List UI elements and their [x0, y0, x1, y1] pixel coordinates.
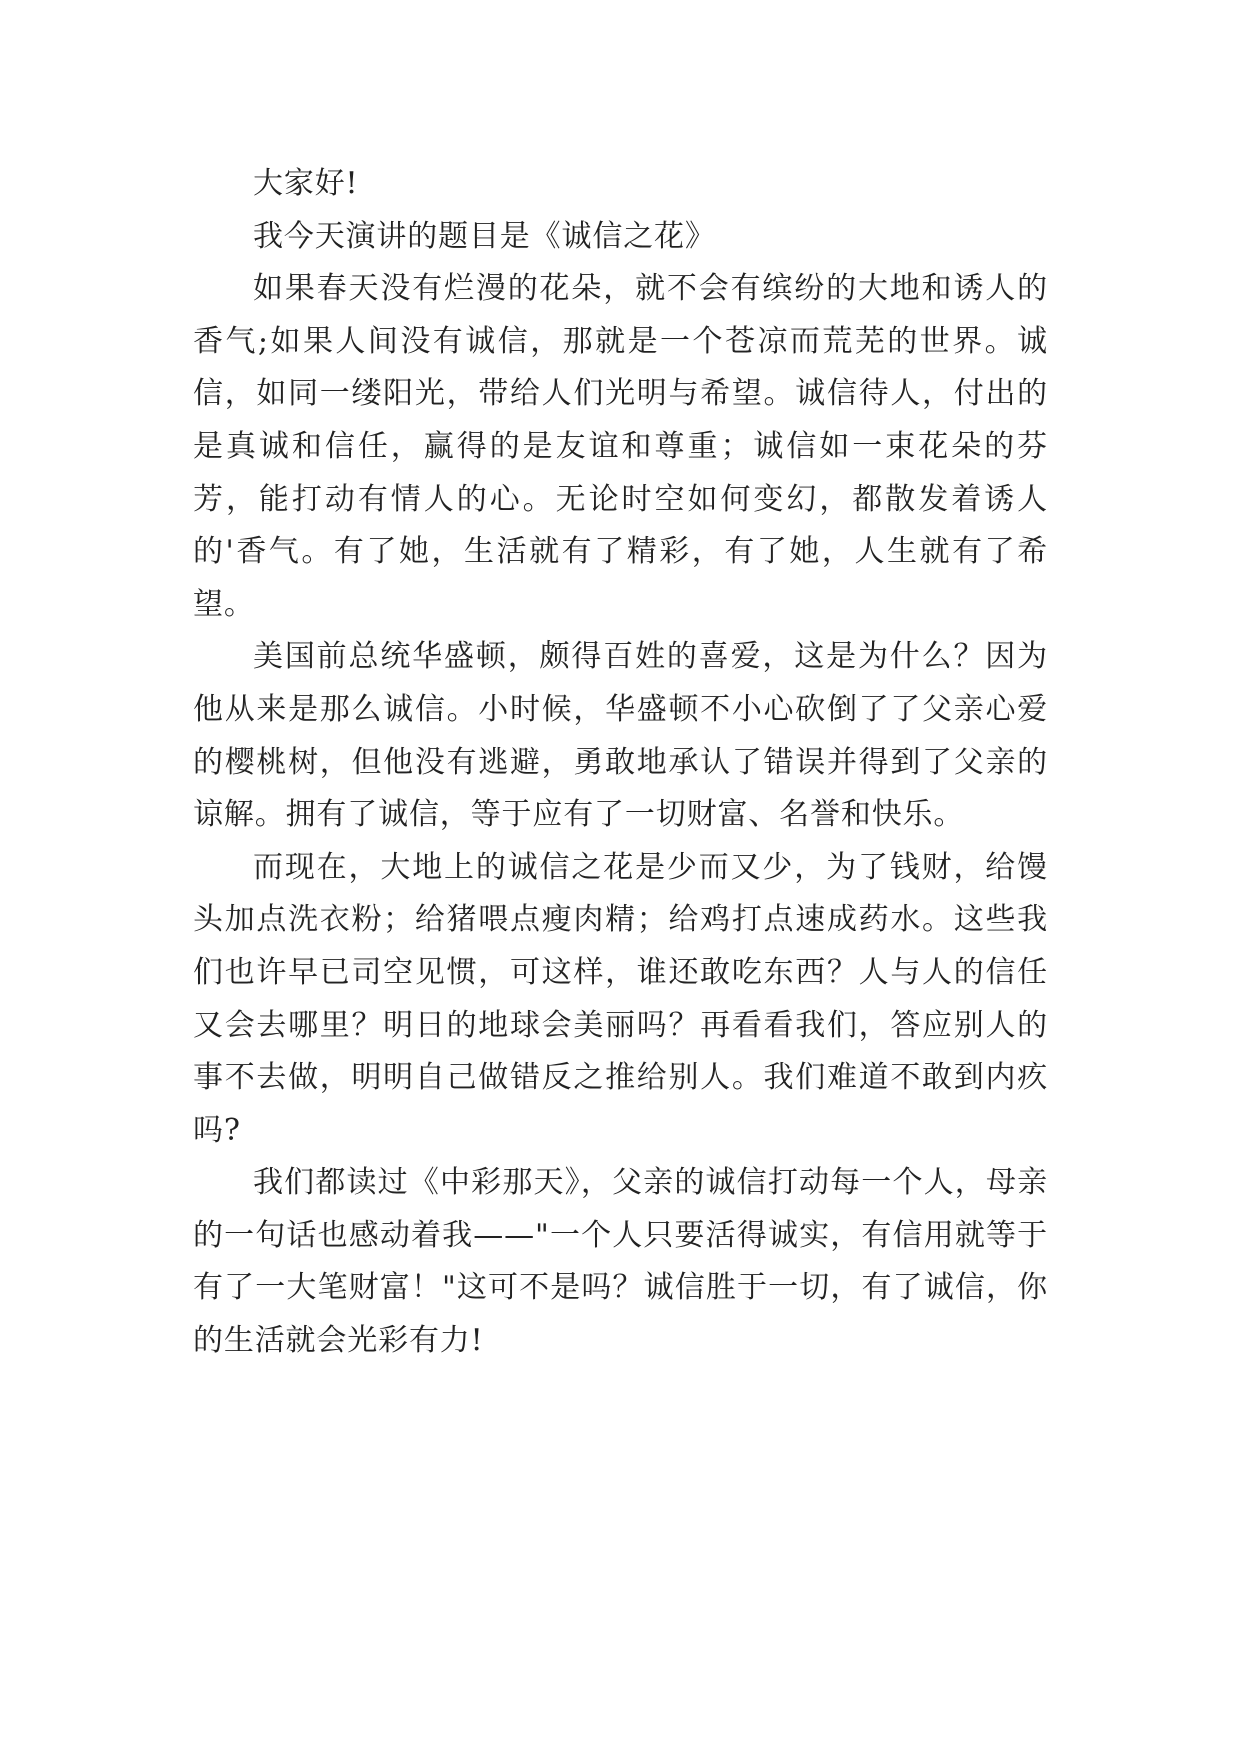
paragraph-conclusion: 我们都读过《中彩那天》，父亲的诚信打动每一个人，母亲的一句话也感动着我——"一个人只要活得诚实，有信用就等于有了一大笔财富！"这可不是吗？诚信胜于一切，有了诚信，你的生活就会光彩有力!: [193, 1165, 1048, 1359]
paragraph-present: 而现在，大地上的诚信之花是少而又少，为了钱财，给馒头加点洗衣粉；给猪喂点瘦肉精；给鸡打点速成药水。这些我们也许早已司空见惯，可这样，谁还敢吃东西？人与人的信任又会去哪里？明日的地球会美丽吗？再看看我们，答应别人的事不去做，明明自己做错反之推给别人。我们难道不敢到内疚吗?: [193, 849, 1048, 1148]
paragraph-washington: 美国前总统华盛顿，颇得百姓的喜爱，这是为什么？因为他从来是那么诚信。小时候，华盛顿不小心砍倒了了父亲心爱的樱桃树，但他没有逃避，勇敢地承认了错误并得到了父亲的谅解。拥有了诚信，等于应有了一切财富、名誉和快乐。: [193, 639, 1048, 833]
paragraph-topic: 我今天演讲的题目是《诚信之花》: [253, 218, 716, 254]
paragraph-intro: 如果春天没有烂漫的花朵，就不会有缤纷的大地和诱人的香气;如果人间没有诚信，那就是一个苍凉而荒芜的世界。诚信，如同一缕阳光，带给人们光明与希望。诚信待人，付出的是真诚和信任，赢得的是友谊和尊重；诚信如一束花朵的芬芳，能打动有情人的心。无论时空如何变幻，都散发着诱人的'香气。有了她，生活就有了精彩，有了她，人生就有了希望。: [193, 271, 1048, 622]
paragraph-greeting: 大家好!: [253, 166, 359, 201]
document-body: [193, 158, 1048, 1368]
